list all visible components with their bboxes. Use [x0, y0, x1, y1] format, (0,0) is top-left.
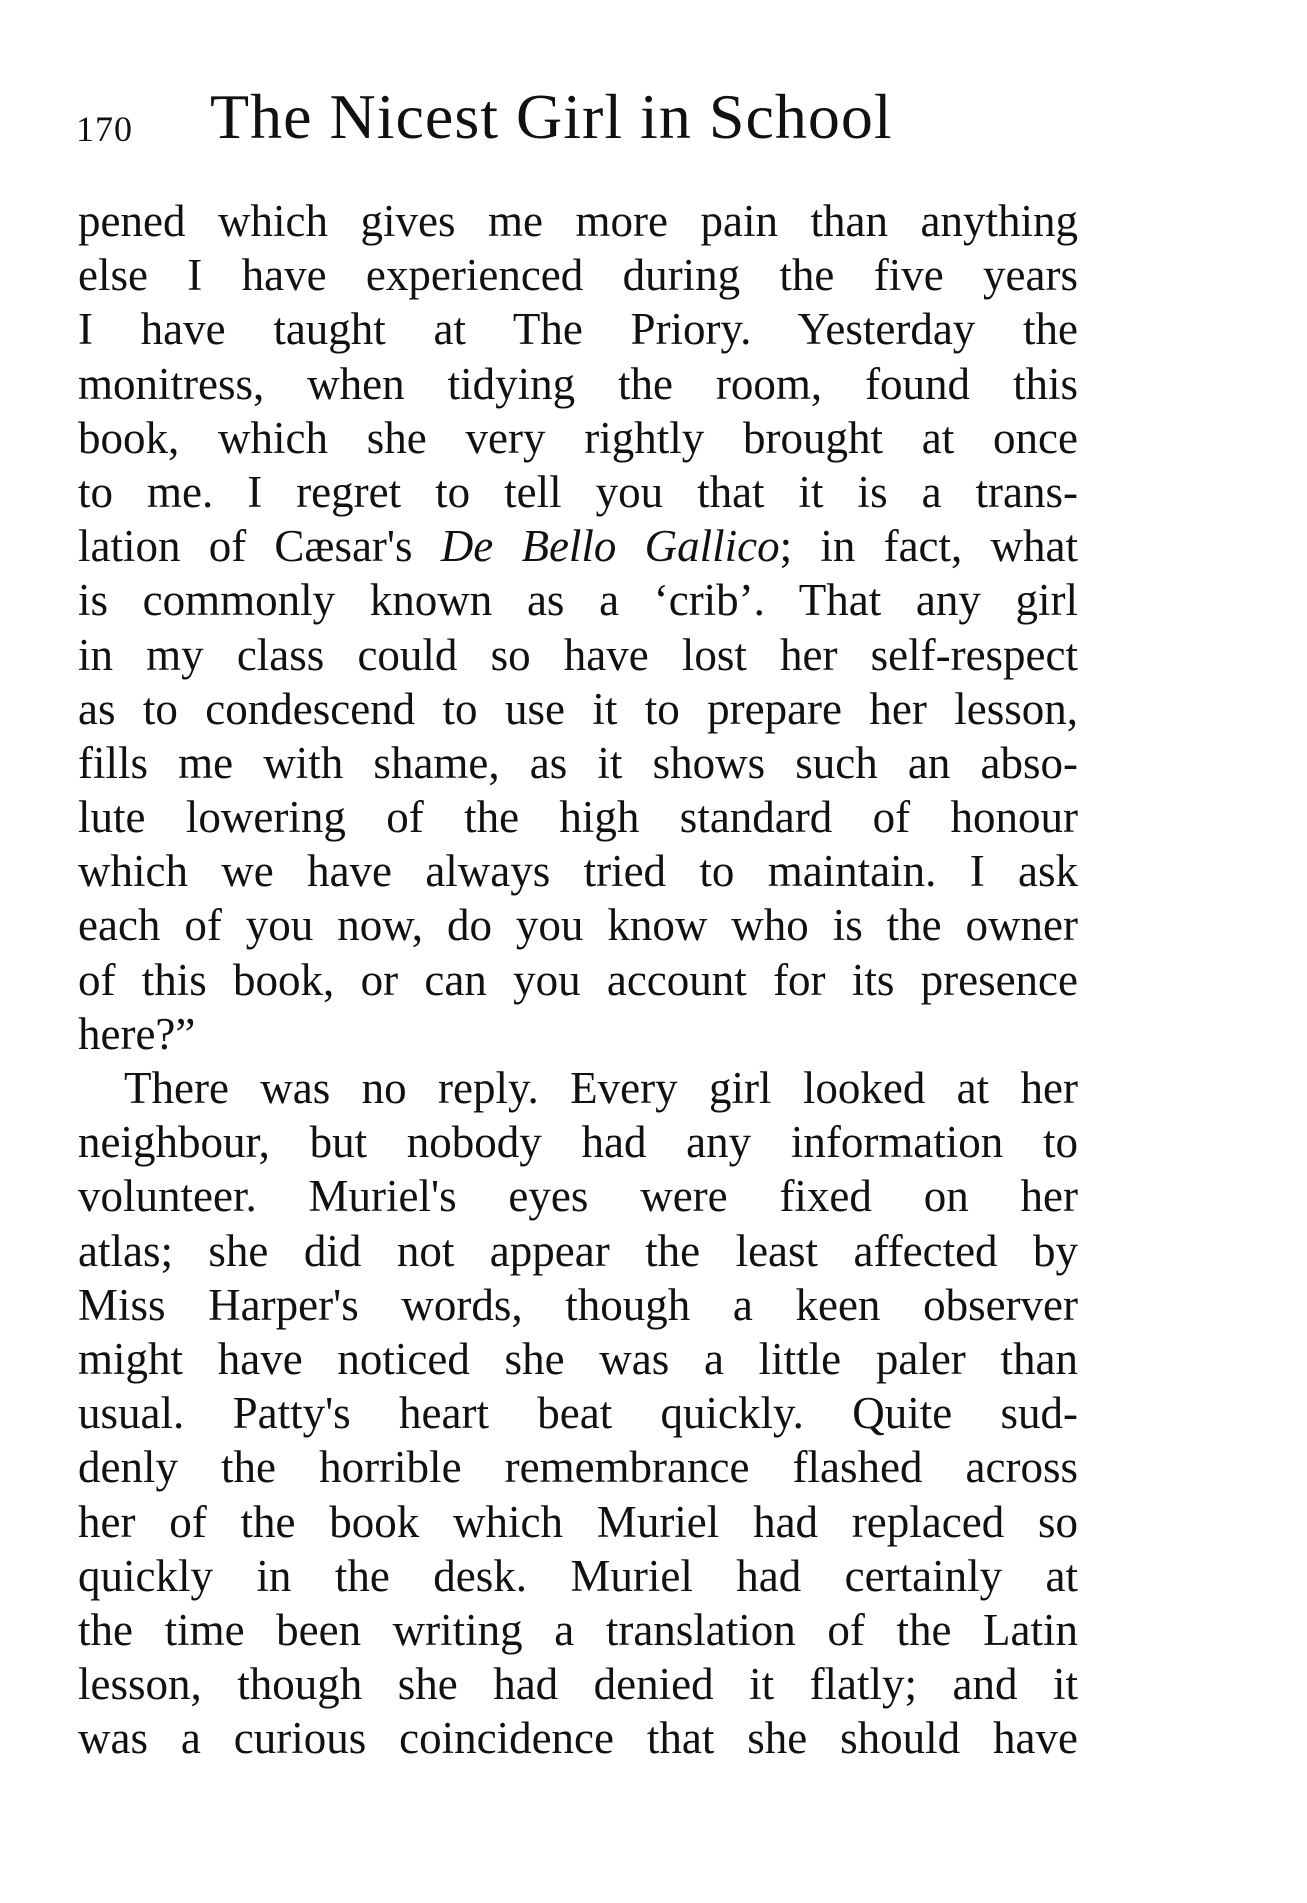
text-line: to me. I regret to tell you that it is a trans- — [78, 466, 1078, 517]
text-line: quickly in the desk. Muriel had certainly at — [78, 1550, 1078, 1601]
text-line: Miss Harper's words, though a keen observer — [78, 1279, 1078, 1330]
page-header — [76, 80, 1076, 160]
text-line: as to condescend to use it to prepare her lesson, — [78, 683, 1078, 734]
text-line: is commonly known as a ‘crib’. That any girl — [78, 575, 1078, 626]
text-line: usual. Patty's heart beat quickly. Quite sud- — [78, 1388, 1078, 1439]
text-line-with-italic-title: lation of Cæsar's De Bello Gallico; in fact, what — [78, 521, 1078, 572]
text-line-paragraph-end: here?” — [78, 1008, 196, 1059]
text-line: which we have always tried to maintain. I ask — [78, 846, 1078, 897]
text-line: each of you now, do you know who is the owner — [78, 900, 1078, 951]
text-line: fills me with shame, as it shows such an abso- — [78, 737, 1078, 788]
text-line: of this book, or can you account for its presence — [78, 954, 1078, 1005]
text-line: her of the book which Muriel had replaced so — [78, 1496, 1078, 1547]
body-text — [78, 194, 1078, 1765]
text-line: monitress, when tidying the room, found this — [78, 358, 1078, 409]
text-line: the time been writing a translation of the Latin — [78, 1604, 1078, 1655]
text-line: else I have experienced during the five years — [78, 250, 1078, 301]
text-line: pened which gives me more pain than anything — [78, 196, 1078, 246]
text-line: volunteer. Muriel's eyes were fixed on her — [78, 1171, 1078, 1222]
running-title: The Nicest Girl in School — [210, 81, 893, 152]
text-line: was a curious coincidence that she should have — [78, 1713, 1078, 1764]
text-line: book, which she very rightly brought at once — [78, 412, 1078, 463]
book-title-italic: De Bello Gallico — [440, 521, 780, 572]
text-line: might have noticed she was a little paler than — [78, 1333, 1078, 1384]
text-line: I have taught at The Priory. Yesterday the — [78, 304, 1078, 355]
page-number: 170 — [76, 109, 133, 149]
text-line: lute lowering of the high standard of honour — [78, 792, 1078, 843]
text-line: denly the horrible remembrance flashed across — [78, 1442, 1078, 1493]
text-line-paragraph-start: There was no reply. Every girl looked at her — [124, 1063, 1078, 1113]
text-line: neighbour, but nobody had any information to — [78, 1117, 1078, 1168]
text-line: lesson, though she had denied it flatly; and it — [78, 1659, 1078, 1710]
text-line: atlas; she did not appear the least affected by — [78, 1225, 1078, 1276]
text-line: in my class could so have lost her self-respect — [78, 629, 1078, 680]
